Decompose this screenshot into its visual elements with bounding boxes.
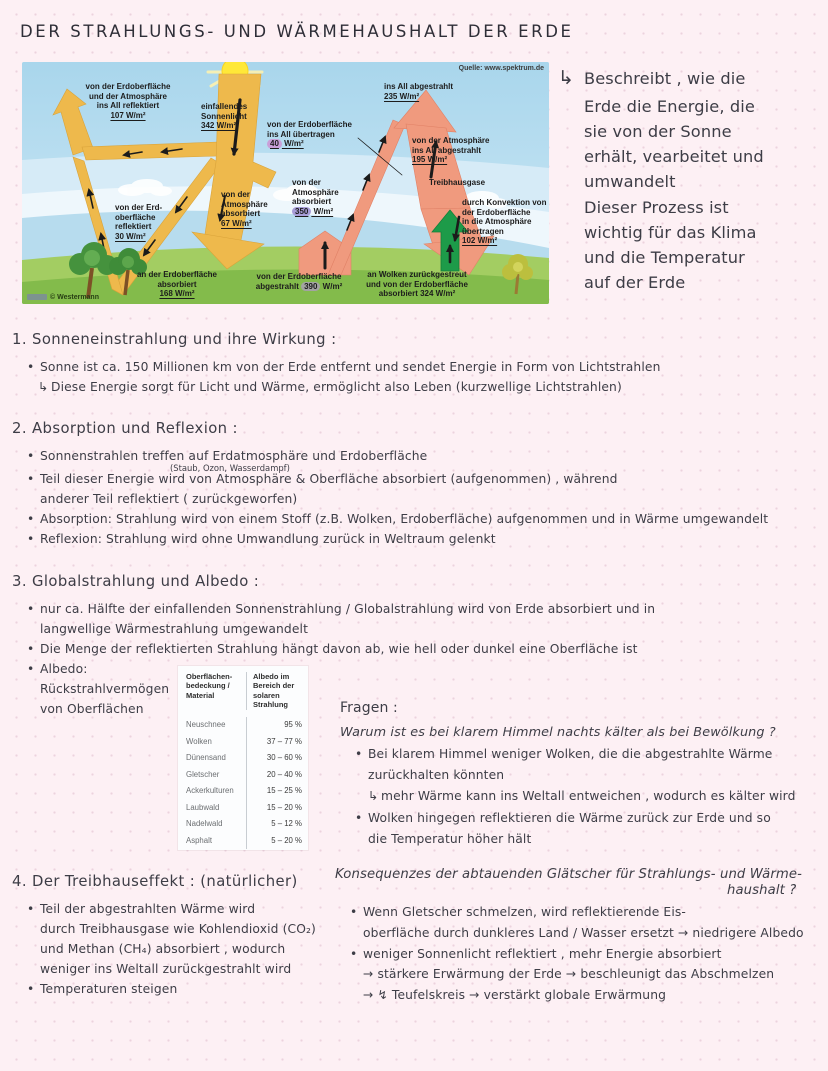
line-text: oberfläche durch dunkleres Land / Wasser ersetzt → niedrigere Albedo	[363, 926, 804, 940]
line-text: die Temperatur höher hält	[368, 831, 532, 846]
label-surface-emitted-390	[246, 272, 352, 291]
label-convection-102	[462, 198, 548, 246]
diagram-label-line: von der Erdoberfläche	[256, 272, 342, 281]
line-text: Dieser Prozess ist	[584, 197, 729, 217]
note-line	[584, 220, 824, 245]
note-line	[584, 144, 824, 169]
diagram-label-line: 350 W/m²	[292, 207, 339, 217]
albedo-cell: 15 – 20 %	[246, 799, 302, 816]
note-line	[368, 786, 820, 807]
albedo-cell: 15 – 25 %	[246, 783, 302, 800]
line-text: Wenn Gletscher schmelzen, wird reflektierende Eis-	[363, 905, 686, 920]
line-text: von Oberflächen	[40, 701, 144, 716]
diagram-label-line: von der Atmosphäre	[412, 136, 490, 145]
note-line	[558, 64, 824, 94]
section-2-notes	[12, 417, 768, 550]
section-1-notes	[12, 328, 661, 398]
line-text: auf der Erde	[584, 273, 686, 293]
albedo-header-value: Albedo im Bereich der solaren Strahlung	[246, 672, 302, 710]
section-2-heading	[12, 417, 768, 441]
note-line	[727, 880, 825, 902]
note-line	[368, 765, 820, 786]
line-text: Sonne ist ca. 150 Millionen km von der Erde entfernt und sendet Energie in Form von Lichtstrahlen	[40, 359, 661, 374]
line-marker: ↳	[368, 789, 379, 804]
albedo-cell: Nadelwald	[186, 819, 223, 829]
diagram-label-line: 342 W/m²	[201, 121, 237, 131]
albedo-cell: 37 – 77 %	[246, 733, 302, 750]
diagram-label-line: an Wolken zurückgestreut	[367, 270, 467, 279]
albedo-table-row	[186, 783, 302, 800]
line-text: Temperaturen steigen	[40, 981, 178, 996]
diagram-label-line: durch Konvektion von	[462, 198, 547, 207]
label-atmosphere-to-space-195	[412, 136, 490, 165]
diagram-label-line: in die Atmosphäre	[462, 217, 532, 227]
label-atmosphere-absorbed-67	[221, 190, 268, 228]
albedo-cell: Ackerkulturen	[186, 786, 234, 796]
diagram-label-line: 168 W/m²	[159, 289, 195, 299]
note-line	[27, 640, 655, 660]
diagram-label-line: oberfläche	[115, 212, 156, 222]
diagram-label-line: einfallendes	[201, 102, 248, 111]
line-text: anderer Teil reflektiert ( zurückgeworfen)	[40, 492, 298, 507]
line-text: zurückhalten könnten	[368, 768, 505, 783]
note-line	[584, 119, 824, 144]
diagram-label-line: 102 W/m²	[462, 236, 498, 246]
label-reflected-107	[72, 82, 184, 120]
note-line	[27, 530, 768, 550]
note-line	[27, 510, 768, 530]
diagram-label-line: 195 W/m²	[412, 155, 448, 165]
highlighted-value: 350	[292, 207, 311, 217]
line-text: umwandelt	[584, 172, 676, 192]
diagram-label-line: ins All reflektiert	[96, 101, 160, 111]
line-text: haushalt ?	[727, 883, 797, 899]
section-1-heading	[12, 328, 661, 352]
line-text: nur ca. Hälfte der einfallenden Sonnenstrahlung / Globalstrahlung wird von Erde absorbiert und in	[40, 601, 656, 616]
note-line	[27, 470, 768, 490]
line-marker: ↳	[558, 67, 575, 89]
note-line	[38, 378, 661, 398]
diagram-copyright	[27, 294, 99, 301]
highlighted-value: 390	[301, 282, 320, 292]
line-text: mehr Wärme kann ins Weltall entweichen , wodurch es kälter wird	[381, 789, 796, 804]
line-text: sie von der Sonne	[584, 121, 732, 141]
diagram-label-line: 235 W/m²	[384, 91, 420, 101]
line-text: Diese Energie sorgt für Licht und Wärme, ermöglicht also Leben (kurzwellige Lichtstrahlen)	[51, 379, 622, 394]
albedo-cell: 95 %	[246, 717, 302, 734]
konsequenzen-notes	[335, 864, 825, 1006]
line-marker: •	[27, 448, 35, 463]
note-line	[584, 270, 824, 295]
line-text: Sonnenstrahlen treffen auf Erdatmosphäre und Erdoberfläche	[40, 448, 428, 463]
albedo-table-row	[186, 816, 302, 833]
diagram-label-line: der Erdoberfläche	[462, 207, 531, 217]
diagram-label-line: Treibhausgase	[429, 178, 486, 187]
line-text: wichtig für das Klima	[584, 222, 757, 242]
line-text: Fragen :	[340, 700, 398, 716]
line-text: 4. Der Treibhauseffekt : (natürlicher)	[12, 873, 298, 890]
albedo-cell: Laubwald	[186, 802, 220, 812]
diagram-label-line: Atmosphäre	[221, 199, 268, 209]
note-line	[355, 744, 820, 765]
line-text: Erde die Energie, die	[584, 96, 755, 116]
diagram-label-line: absorbiert	[292, 197, 332, 207]
label-atmosphere-absorbed-350	[292, 178, 339, 216]
note-line	[40, 490, 768, 510]
line-text: erhält, vearbeitet und	[584, 147, 764, 167]
diagram-label-line: absorbiert	[221, 209, 261, 219]
albedo-table-rows	[186, 717, 302, 849]
diagram-label-line: Atmosphäre	[292, 187, 339, 197]
note-line	[355, 808, 820, 829]
albedo-table-row	[186, 832, 302, 849]
note-line	[40, 960, 342, 980]
diagram-label-line: reflektiert	[115, 222, 152, 232]
note-line	[27, 660, 655, 680]
line-text: Warum ist es bei klarem Himmel nachts kälter als bei Bewölkung ?	[340, 725, 776, 741]
albedo-cell: Asphalt	[186, 835, 213, 845]
note-line	[584, 169, 824, 194]
albedo-table-row	[186, 733, 302, 750]
highlighted-value: 40	[267, 139, 282, 149]
diagram-label-line: 107 W/m²	[110, 110, 146, 120]
albedo-cell: 30 – 60 %	[246, 750, 302, 767]
line-marker: ↳	[38, 379, 49, 394]
line-text: langwellige Wärmestrahlung umgewandelt	[40, 621, 309, 636]
line-text: weniger Sonnenlicht reflektiert , mehr Energie absorbiert	[363, 946, 722, 961]
albedo-cell: Neuschnee	[186, 720, 226, 730]
albedo-cell: 5 – 12 %	[246, 816, 302, 833]
line-text: Reflexion: Strahlung wird ohne Umwandlung zurück in Weltraum gelenkt	[40, 532, 496, 546]
line-marker: •	[27, 472, 35, 487]
note-line	[27, 980, 342, 1000]
line-marker: •	[27, 661, 35, 676]
diagram-label-line: von der Erd-	[115, 203, 163, 212]
line-text: Bei klarem Himmel weniger Wolken, die die abgestrahlte Wärme	[368, 747, 773, 762]
section-4-notes	[12, 870, 342, 1000]
note-line	[363, 964, 825, 985]
albedo-cell: 20 – 40 %	[246, 766, 302, 783]
section-4-heading	[12, 870, 342, 894]
line-text: (Staub, Ozon, Wasserdampf)	[170, 462, 290, 473]
diagram-label-line: ins All übertragen	[267, 129, 335, 139]
note-line	[27, 358, 661, 378]
publisher-logo	[27, 294, 47, 300]
line-text: Wolken hingegen reflektieren die Wärme zurück zur Erde und so	[368, 810, 771, 825]
note-line	[363, 985, 825, 1006]
line-marker: •	[350, 905, 358, 920]
diagram-label-line: an der Erdoberfläche	[136, 270, 218, 279]
line-marker: •	[27, 512, 35, 527]
label-greenhouse-gases	[429, 178, 485, 188]
albedo-header-material: Oberflächenbedeckung / Material	[186, 672, 233, 700]
line-marker: •	[27, 359, 35, 374]
albedo-table-row	[186, 717, 302, 734]
line-marker: •	[27, 981, 35, 996]
line-marker: •	[27, 641, 35, 656]
line-marker: •	[27, 601, 35, 616]
energy-budget-diagram	[22, 62, 549, 304]
diagram-label-line: und von der Erdoberfläche	[366, 279, 468, 289]
albedo-cell: Dünensand	[186, 753, 226, 763]
line-text: Die Menge der reflektierten Strahlung hängt davon ab, wie hell oder dunkel eine Oberfläche ist	[40, 641, 638, 656]
label-incoming-342	[201, 102, 247, 131]
note-line	[27, 900, 342, 920]
diagram-label-line: übertragen	[462, 226, 504, 236]
note-line	[40, 940, 342, 960]
line-text: Absorption: Strahlung wird von einem Stoff (z.B. Wolken, Erdoberfläche) aufgenommen und in Wärme umgewandelt	[40, 512, 769, 527]
diagram-label-line: 40 W/m²	[267, 139, 352, 149]
diagram-label-line: ins All abgestrahlt	[384, 82, 454, 91]
line-marker: •	[350, 946, 358, 961]
label-clouds-backscatter-324	[358, 270, 476, 299]
diagram-label-line: absorbiert	[157, 279, 197, 289]
diagram-source-credit: Quelle: www.spektrum.de	[458, 65, 544, 72]
line-text: Teil dieser Energie wird von Atmosphäre & Oberfläche absorbiert (aufgenommen) , während	[40, 472, 618, 487]
diagram-label-line: und der Atmosphäre	[89, 91, 167, 101]
line-marker: •	[27, 532, 35, 546]
albedo-table-header	[186, 672, 302, 717]
line-text: und Methan (CH₄) absorbiert , wodurch	[40, 941, 286, 956]
diagram-label-line: Sonnenlicht	[201, 111, 247, 121]
line-text: Beschreibt , wie die	[584, 69, 746, 88]
line-text: → stärkere Erwärmung der Erde → beschleunigt das Abschmelzen	[363, 967, 775, 982]
diagram-label-line: abgestrahlt 390 W/m²	[255, 281, 343, 291]
note-line	[350, 944, 825, 965]
label-surface-absorbed-168	[127, 270, 227, 299]
diagram-label-line: von der Erdoberfläche	[85, 82, 171, 91]
fragen-heading	[340, 696, 820, 720]
line-text: Konsequenzes der abtauenden Glätscher für Strahlungs- und Wärme-	[335, 867, 802, 882]
diagram-label-line: absorbiert 324 W/m²	[378, 289, 456, 299]
albedo-table-row	[186, 766, 302, 783]
line-text: durch Treibhausgase wie Kohlendioxid (CO₂)	[40, 921, 316, 936]
albedo-cell: Wolken	[186, 736, 212, 746]
albedo-table	[178, 666, 308, 850]
note-line	[584, 245, 824, 270]
note-line	[584, 94, 824, 119]
note-line	[27, 600, 655, 620]
label-surface-to-space-40	[267, 120, 352, 149]
line-text: 3. Globalstrahlung und Albedo :	[12, 573, 260, 590]
line-text: 1. Sonneneinstrahlung und ihre Wirkung :	[12, 331, 337, 348]
note-line	[584, 195, 824, 220]
albedo-cell: 5 – 20 %	[246, 832, 302, 849]
fragen-notes	[340, 696, 820, 850]
line-text: weniger ins Weltall zurückgestrahlt wird	[40, 961, 292, 976]
line-text: Rückstrahlvermögen	[40, 681, 170, 696]
line-marker: •	[355, 810, 363, 825]
note-line	[340, 722, 820, 744]
note-line	[350, 902, 825, 923]
line-text: → ↯ Teufelskreis → verstärkt globale Erwärmung	[363, 987, 667, 1002]
diagram-label-line: ins All abgestrahlt	[412, 145, 482, 155]
page-title: DER STRAHLUNGS- UND WÄRMEHAUSHALT DER ERDE	[20, 22, 574, 41]
section-3-heading	[12, 570, 655, 594]
albedo-table-row	[186, 799, 302, 816]
diagram-label-line: von der Erdoberfläche	[267, 120, 352, 129]
line-text: und die Temperatur	[584, 248, 745, 268]
note-line	[368, 829, 820, 850]
diagram-label-line: 67 W/m²	[221, 218, 252, 228]
diagram-label-line: von der	[221, 190, 250, 199]
line-marker: •	[27, 901, 35, 916]
line-marker: •	[355, 747, 363, 762]
diagram-label-line: von der	[292, 178, 321, 187]
note-line	[363, 923, 825, 944]
albedo-cell: Gletscher	[186, 769, 220, 779]
copyright-text: © Westermann	[50, 294, 99, 301]
note-line	[40, 620, 655, 640]
albedo-table-row	[186, 750, 302, 767]
line-text: Albedo:	[40, 661, 88, 676]
label-surface-reflected-30	[115, 203, 162, 241]
label-to-space-235	[384, 82, 453, 101]
line-text: 2. Absorption und Reflexion :	[12, 420, 238, 437]
note-line	[40, 920, 342, 940]
line-text: Teil der abgestrahlten Wärme wird	[40, 901, 256, 916]
side-note	[558, 64, 824, 296]
diagram-label-line: 30 W/m²	[115, 231, 146, 241]
